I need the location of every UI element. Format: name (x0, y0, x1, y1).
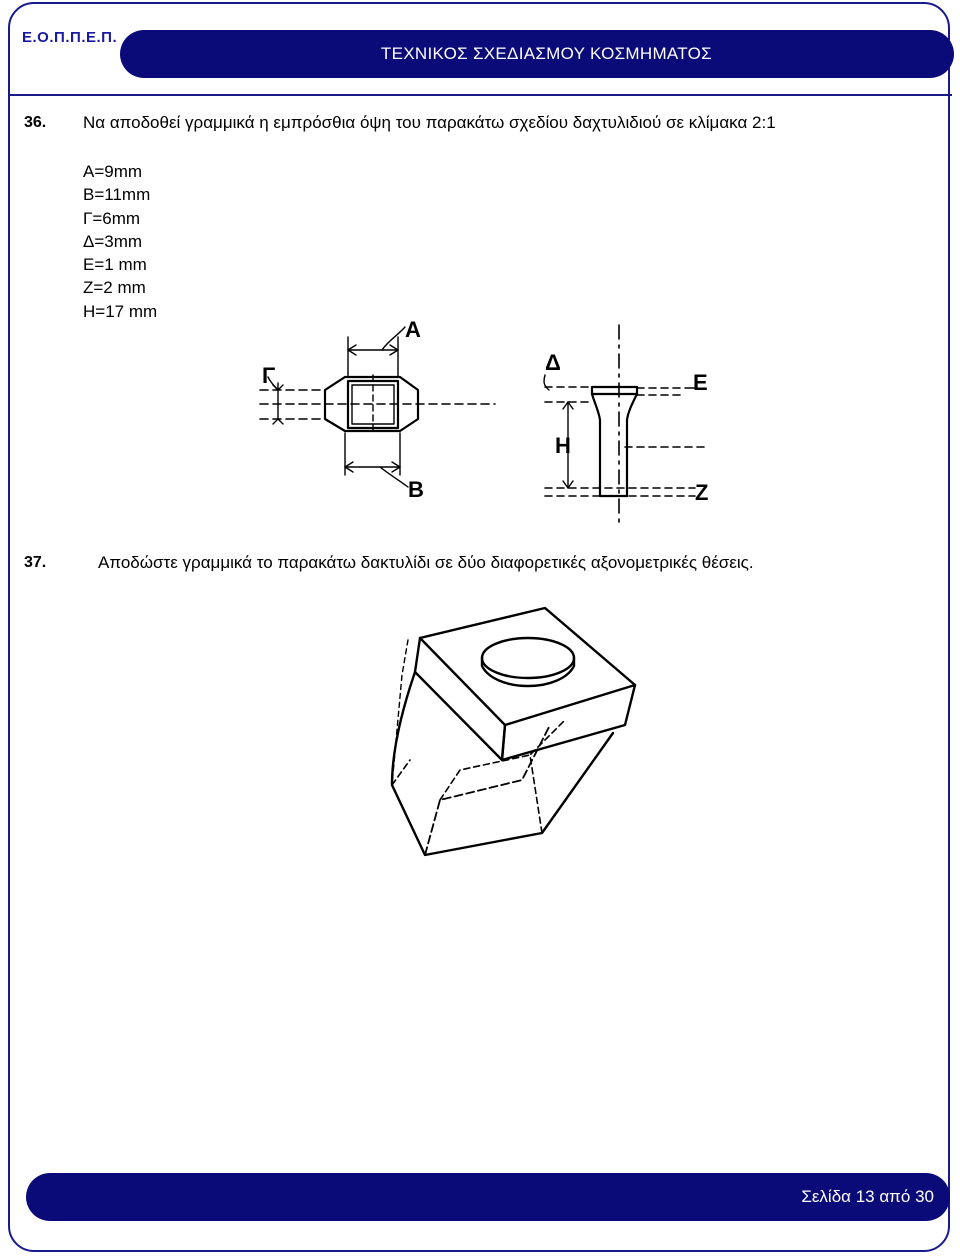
dimension-item: Ζ=2 mm (83, 278, 146, 298)
drawing-label-a: Α (405, 317, 421, 342)
drawing-label-z: Ζ (695, 480, 709, 505)
dimension-item: Γ=6mm (83, 208, 141, 228)
drawing-label-b: Β (408, 477, 424, 502)
question-36-number: 36. (24, 114, 47, 131)
page-number: Σελίδα 13 από 30 (801, 1187, 934, 1206)
ring-isometric-drawing (380, 600, 650, 865)
header-rule (8, 94, 952, 96)
dimension-item: Ε=1 mm (83, 255, 147, 275)
org-name: Ε.Ο.Π.Π.Ε.Π. (22, 29, 118, 46)
drawing-label-e: Ε (693, 370, 708, 395)
drawing-label-g: Γ (262, 363, 276, 388)
question-37-text: Αποδώστε γραμμικά το παρακάτω δακτυλίδι σε δύο διαφορετικές αξονομετρικές θέσεις. (98, 553, 754, 572)
dimension-item: Η=17 mm (83, 301, 158, 321)
question-36-text: Να αποδοθεί γραμμικά η εμπρόσθια όψη του παρακάτω σχεδίου δαχτυλιδιού σε κλίμακα 2:1 (83, 113, 776, 132)
dimension-list (83, 160, 157, 323)
header-title: ΤΕΧΝΙΚΟΣ ΣΧΕΔΙΑΣΜΟΥ ΚΟΣΜΗΜΑΤΟΣ (380, 44, 712, 63)
dimension-item: Β=11mm (83, 185, 151, 205)
ring-side-view-drawing (535, 320, 725, 530)
ring-top-view-drawing (230, 315, 500, 515)
drawing-label-d: Δ (545, 350, 561, 375)
dimension-item: Δ=3mm (83, 231, 143, 251)
question-37-number: 37. (24, 554, 47, 571)
dimension-item: Α=9mm (83, 162, 143, 181)
drawing-label-h: Η (555, 433, 571, 458)
